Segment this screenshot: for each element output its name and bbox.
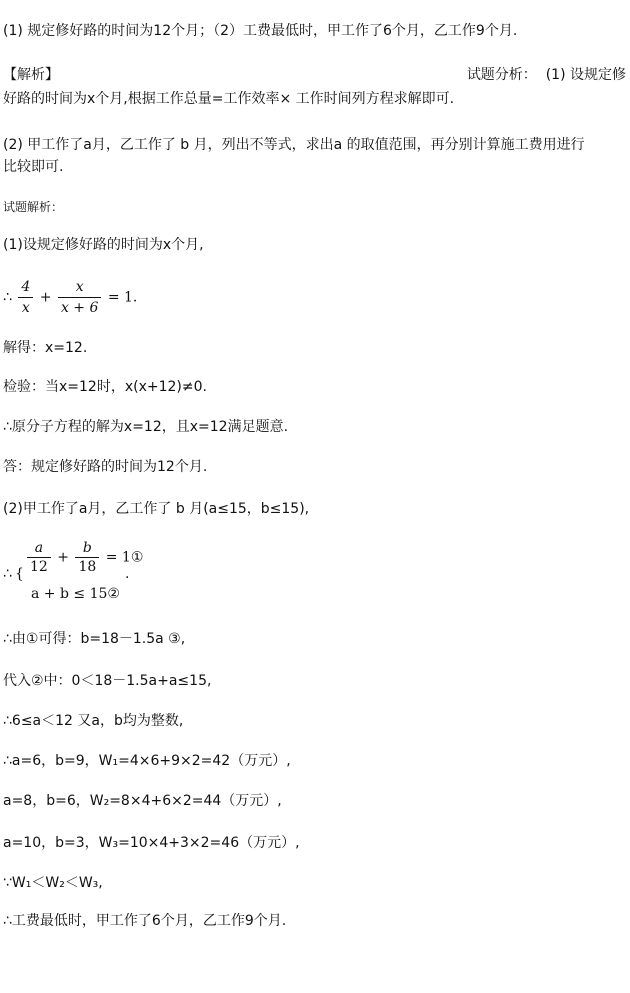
- solution-step6: (2)甲工作了a月，乙工作了 b 月(a≤15，b≤15),: [3, 501, 310, 517]
- analysis-part1-start: (1) 设规定修: [545, 67, 626, 83]
- solution-step5: 答：规定修好路的时间为12个月.: [3, 459, 208, 475]
- system-period: .: [125, 566, 130, 582]
- fraction-b-over-18: [75, 540, 99, 575]
- fraction-numerator: x: [58, 278, 101, 298]
- equation-rhs: = 1.: [107, 289, 138, 306]
- solution-step3: 检验：当x=12时，x(x+12)≠0.: [3, 379, 207, 395]
- therefore-symbol: ∴: [3, 289, 12, 306]
- fraction-4-over-x: [18, 278, 33, 317]
- solution-step1: (1)设规定修好路的时间为x个月,: [3, 237, 204, 253]
- solution-step4: ∴原分子方程的解为x=12，且x=12满足题意.: [3, 419, 289, 435]
- solution-conclusion: ∴工费最低时，甲工作了6个月，乙工作9个月.: [3, 913, 287, 929]
- fraction-numerator: 4: [18, 278, 33, 298]
- solution-step10: ∴a=6，b=9，W₁=4×6+9×2=42（万元）,: [3, 753, 291, 769]
- analysis-right-label: [467, 66, 626, 84]
- fraction-denominator: 18: [78, 559, 97, 575]
- fraction-a-over-12: [27, 540, 51, 575]
- solution-step9: ∴6≤a＜12 又a，b均为整数,: [3, 713, 184, 729]
- fraction-numerator: b: [75, 540, 99, 558]
- analysis-line2: 好路的时间为x个月,根据工作总量=工作效率× 工作时间列方程求解即可.: [3, 91, 455, 107]
- equation-1: [3, 278, 137, 317]
- fraction-denominator: x: [21, 300, 30, 316]
- answer-line: (1) 规定修好路的时间为12个月；（2）工费最低时，甲工作了6个月，乙工作9个月.: [3, 23, 518, 39]
- plus-sign: +: [57, 549, 70, 566]
- system-row-1-rhs: = 1①: [105, 549, 144, 566]
- therefore-symbol: ∴: [3, 566, 12, 582]
- equation-system: [3, 540, 303, 610]
- system-brace: {: [15, 566, 24, 582]
- system-row-2: a + b ≤ 15②: [31, 586, 120, 602]
- analysis-line3: (2) 甲工作了a月，乙工作了 b 月，列出不等式，求出a 的取值范围，再分别计算施工费用进行: [3, 137, 585, 153]
- fraction-x-over-x-plus-6: [58, 278, 101, 317]
- fraction-numerator: a: [27, 540, 51, 558]
- solution-step7: ∴由①可得：b=18－1.5a ③,: [3, 631, 186, 647]
- solution-step2: 解得：x=12.: [3, 340, 88, 356]
- analysis-label-text: 试题分析：: [466, 67, 537, 83]
- solution-step12: a=10，b=3，W₃=10×4+3×2=46（万元）,: [3, 835, 300, 851]
- fraction-denominator: 12: [30, 559, 48, 575]
- solution-step13: ∵W₁＜W₂＜W₃,: [3, 875, 103, 891]
- analysis-header: 【解析】: [3, 67, 59, 83]
- solution-step11: a=8，b=6，W₂=8×4+6×2=44（万元）,: [3, 793, 282, 809]
- analysis-line4: 比较即可.: [3, 159, 64, 175]
- solution-header: 试题解析：: [3, 200, 64, 214]
- solution-step8: 代入②中：0＜18－1.5a+a≤15,: [3, 673, 212, 689]
- plus-sign: +: [39, 289, 52, 306]
- fraction-denominator: x + 6: [60, 300, 99, 316]
